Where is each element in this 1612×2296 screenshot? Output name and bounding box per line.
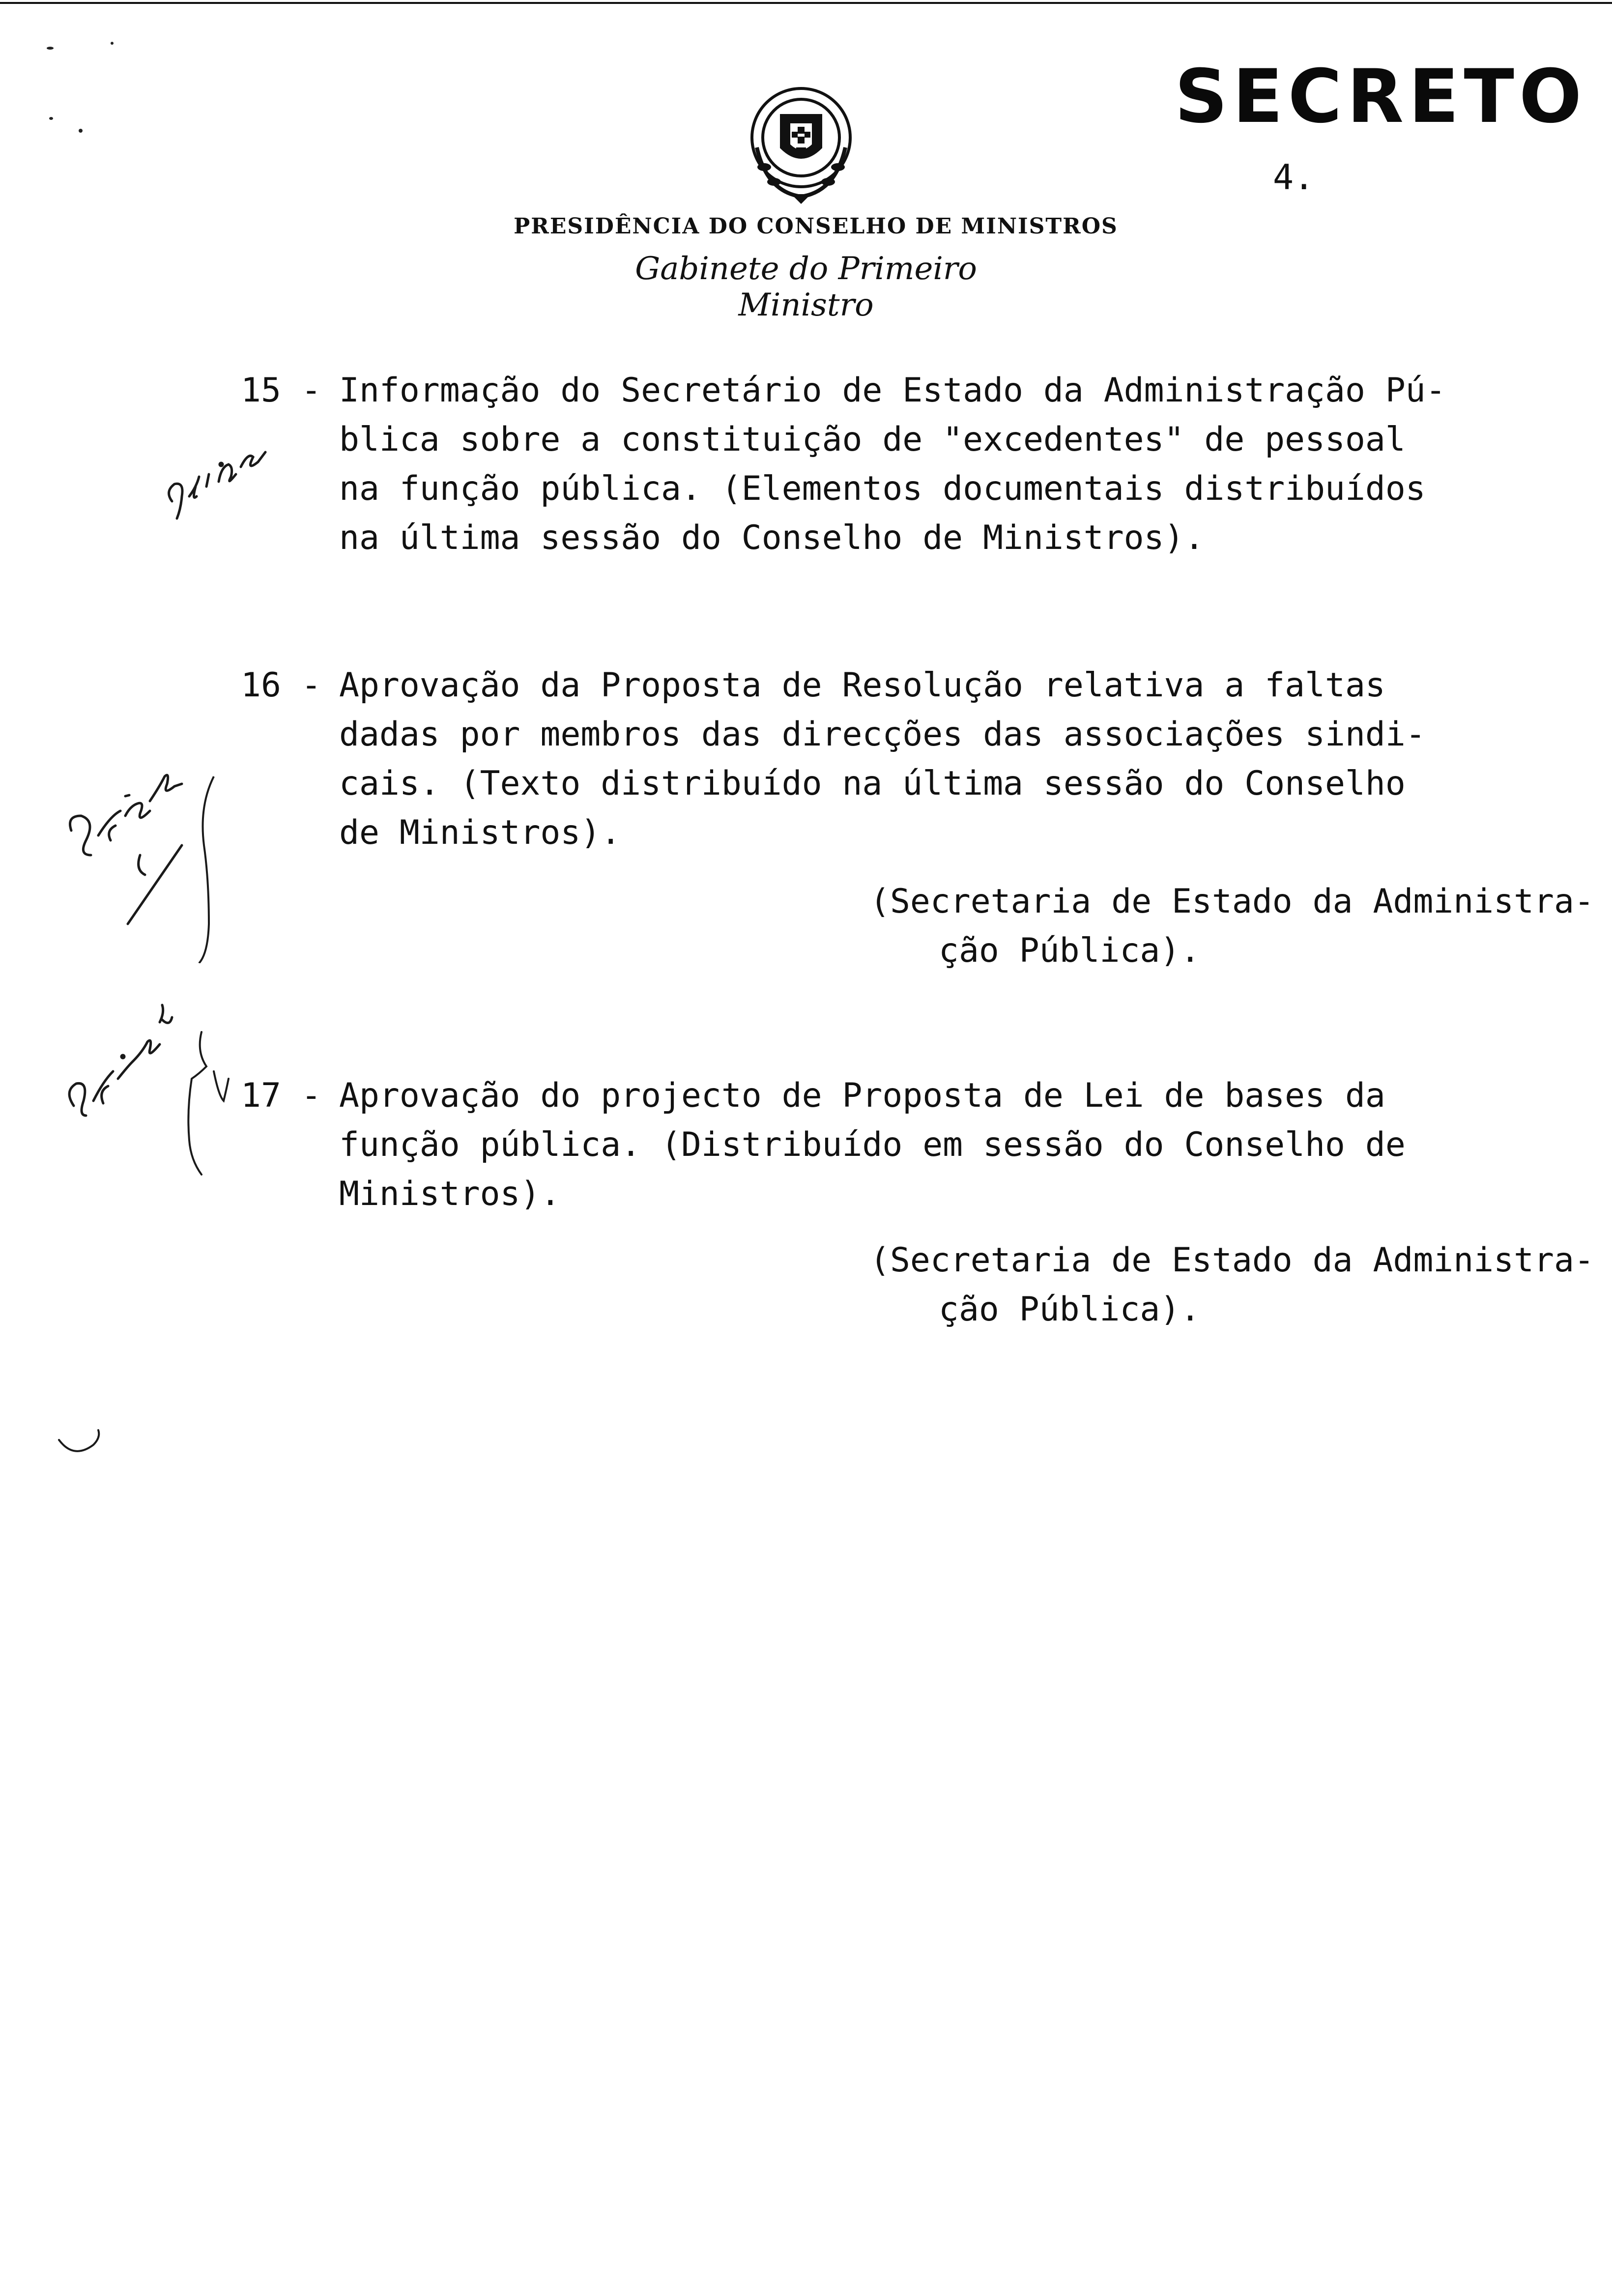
item-line: na função pública. (Elementos documentais distribuídos [339, 469, 1426, 508]
handwritten-note-adiado [52, 757, 258, 963]
item-line: dadas por membros das direcções das associações sindi- [339, 715, 1426, 754]
coat-of-arms-icon [737, 74, 865, 206]
item-text [339, 1071, 1597, 1219]
item-number: 17 - [241, 1076, 321, 1115]
item-line: na última sessão do Conselho de Ministros). [339, 518, 1205, 557]
item-number: 16 - [241, 666, 321, 705]
item-line: Aprovação do projecto de Proposta de Lei de bases da [339, 1076, 1385, 1115]
attribution-line: ção Pública). [939, 931, 1201, 970]
item-text [339, 661, 1597, 858]
agenda-item-17 [241, 1071, 1597, 1219]
item-line: Ministros). [339, 1175, 561, 1213]
item-line: Aprovação da Proposta de Resolução relativa a faltas [339, 666, 1385, 705]
item-line: blica sobre a constituição de "excedentes" de pessoal [339, 420, 1406, 459]
item-line: função pública. (Distribuído em sessão do Conselho de [339, 1125, 1406, 1164]
scan-speck [47, 47, 54, 50]
item-line: cais. (Texto distribuído na última sessão do Conselho [339, 764, 1406, 803]
handwritten-note-adiado [162, 428, 290, 526]
item-17-attribution [870, 1236, 1594, 1334]
top-border-rule [0, 2, 1612, 4]
cabinet-signature-line: Gabinete do Primeiro Ministro [635, 251, 977, 323]
scan-speck [49, 117, 53, 120]
item-line: Informação do Secretário de Estado da Administração Pú- [339, 371, 1446, 410]
item-number: 15 - [241, 371, 321, 410]
handwritten-note-adiado [59, 993, 231, 1179]
classification-stamp: SECRETO [1175, 54, 1587, 140]
page-number: 4. [1273, 157, 1315, 198]
attribution-line: (Secretaria de Estado da Administra- [870, 1241, 1594, 1280]
agenda-item-16 [241, 661, 1597, 858]
attribution-line: (Secretaria de Estado da Administra- [870, 882, 1594, 921]
scan-speck [111, 42, 114, 45]
item-line: de Ministros). [339, 813, 621, 852]
agenda-item-15 [241, 366, 1597, 563]
item-text [339, 366, 1597, 563]
scan-speck [79, 129, 83, 133]
item-16-attribution [870, 877, 1594, 976]
handwritten-tick-mark [54, 1420, 108, 1464]
attribution-line: ção Pública). [939, 1290, 1201, 1329]
institution-header: PRESIDÊNCIA DO CONSELHO DE MINISTROS [514, 214, 1118, 239]
